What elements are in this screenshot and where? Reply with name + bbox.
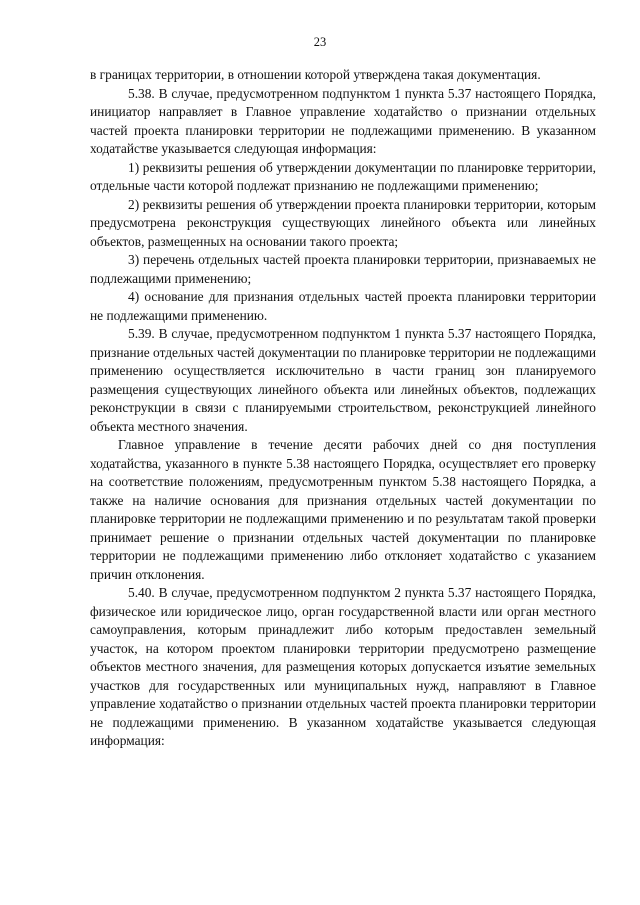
list-item-3: 3) перечень отдельных частей проекта планировки территории, признаваемых не подлежащими применению; (90, 252, 596, 286)
paragraph-5-38: 5.38. В случае, предусмотренном подпунктом 1 пункта 5.37 настоящего Порядка, инициатор направляет в Главное управление ходатайство о признании отдельных частей проекта планировки территории не подлежащими применению. В указанном ходатайстве указывается следующая информация: (90, 85, 596, 156)
document-body (90, 66, 596, 751)
list-item-2: 2) реквизиты решения об утверждении проекта планировки территории, которым предусмотрена реконструкция существующих линейного объекта или линейных объектов, размещенных на основании такого проекта; (90, 196, 596, 249)
page-number: 23 (313, 35, 327, 49)
paragraph-5-39: 5.39. В случае, предусмотренном подпунктом 1 пункта 5.37 настоящего Порядка, признание отдельных частей документации по планировке территории не подлежащими применению осуществляется исключительно в части границ зон планируемого размещения существующих линейного объекта или линейных объектов, подлежащих реконструкции в связи с планируемыми строительством, реконструкцией линейного объекта местного значения. (90, 326, 596, 434)
list-item-4: 4) основание для признания отдельных частей проекта планировки территории не подлежащими применению. (90, 289, 596, 323)
list-item-1: 1) реквизиты решения об утверждении документации по планировке территории, отдельные части которой подлежат признанию не подлежащими применению; (90, 159, 596, 193)
paragraph-5-40: 5.40. В случае, предусмотренном подпунктом 2 пункта 5.37 настоящего Порядка, физическое или юридическое лицо, орган государственной власти или орган местного самоуправления, которым принадлежит либо которым предоставлен земельный участок, на котором проектом планировки территории предусмотрено размещение объектов местного значения, для размещения которых допускается изъятие земельных участков для государственных или муниципальных нужд, направляют в Главное управление ходатайство о признании отдельных частей проекта планировки территории не подлежащими применению. В указанном ходатайстве указывается следующая информация: (90, 585, 596, 748)
paragraph-continuation: в границах территории, в отношении которой утверждена такая документация. (90, 67, 541, 82)
paragraph-main-office: Главное управление в течение десяти рабочих дней со дня поступления ходатайства, указанного в пункте 5.38 настоящего Порядка, осуществляет его проверку на соответствие положениям, предусмотренным пунктом 5.38 настоящего Порядка, а также на наличие основания для признания отдельных частей документации по планировке территории не подлежащими применению и по результатам такой проверки принимает решение о признании отдельных частей документации по планировке территории не подлежащими применению либо отклоняет ходатайство с указанием причин отклонения. (90, 437, 596, 582)
